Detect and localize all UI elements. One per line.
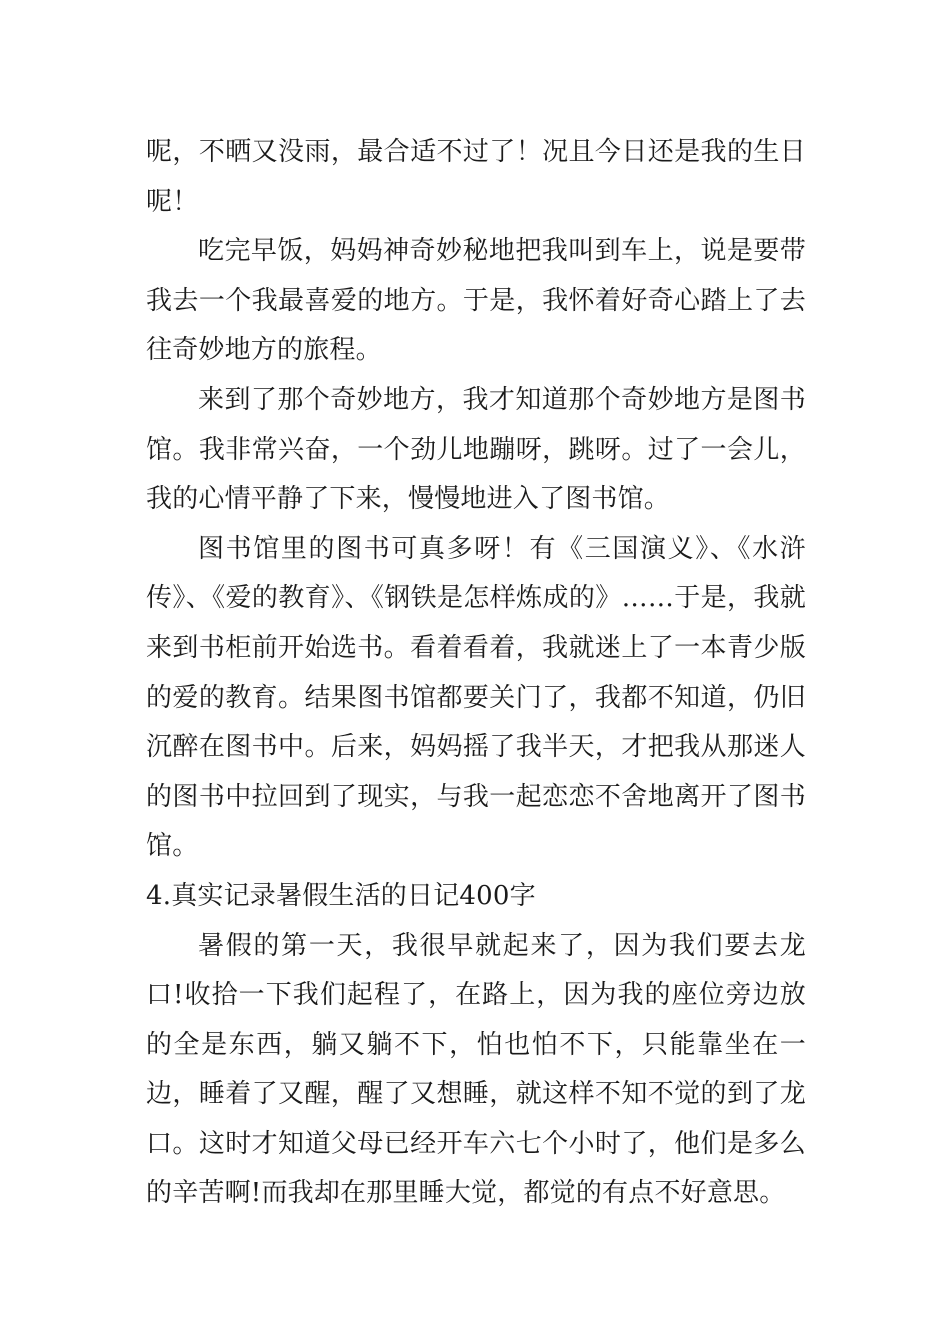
section-heading: 4.真实记录暑假生活的日记400字 — [146, 880, 536, 911]
paragraph-library-books: 图书馆里的图书可真多呀！有《三国演义》、《水浒传》、《爱的教育》、《钢铁是怎样炼成的》……于是，我就来到书柜前开始选书。看着看着，我就迷上了一本青少版的爱的教育。结果图书馆都要关门了，我都不知道，仍旧沉醉在图书中。后来，妈妈摇了我半天，才把我从那迷人的图书中拉回到了现实，与我一起恋恋不舍地离开了图书馆。 — [146, 533, 806, 862]
document-page — [146, 128, 806, 1219]
paragraph-library-arrival: 来到了那个奇妙地方，我才知道那个奇妙地方是图书馆。我非常兴奋，一个劲儿地蹦呀，跳呀。过了一会儿，我的心情平静了下来，慢慢地进入了图书馆。 — [146, 384, 806, 515]
paragraph-breakfast: 吃完早饭，妈妈神奇妙秘地把我叫到车上，说是要带我去一个我最喜爱的地方。于是，我怀着好奇心踏上了去往奇妙地方的旅程。 — [146, 236, 806, 366]
paragraph-summer-first-day: 暑假的第一天，我很早就起来了，因为我们要去龙口!收拾一下我们起程了，在路上，因为我的座位旁边放的全是东西，躺又躺不下，怕也怕不下，只能靠坐在一边，睡着了又醒，醒了又想睡，就这样不知不觉的到了龙口。这时才知道父母已经开车六七个小时了，他们是多么的辛苦啊!而我却在那里睡大觉，都觉的有点不好意思。 — [146, 930, 806, 1209]
paragraph-continuation: 呢，不晒又没雨，最合适不过了！况且今日还是我的生日呢！ — [146, 137, 806, 217]
